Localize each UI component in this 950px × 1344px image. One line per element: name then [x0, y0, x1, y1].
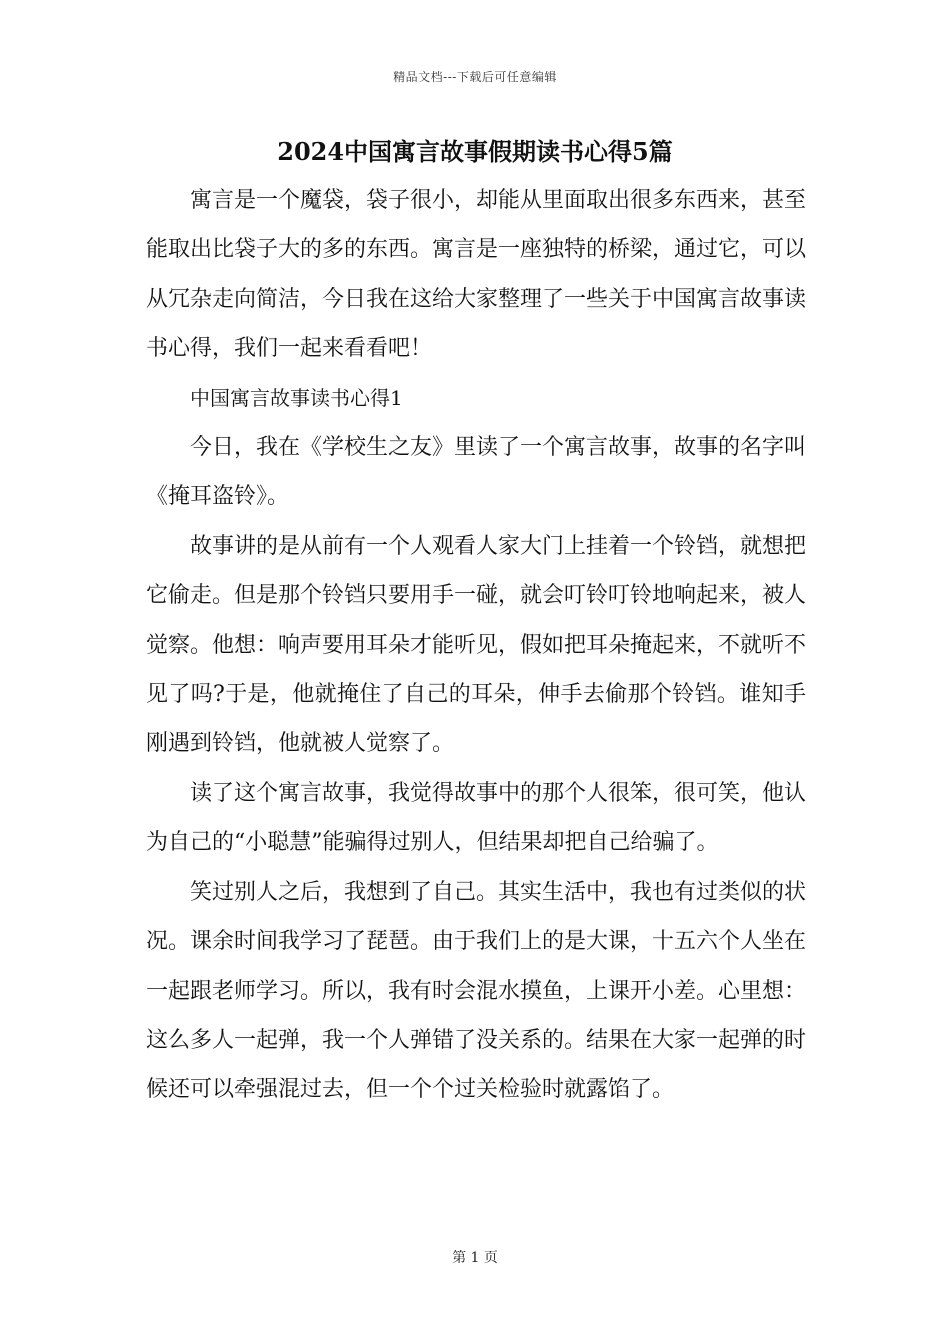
intro-paragraph: 寓言是一个魔袋，袋子很小，却能从里面取出很多东西来，甚至能取出比袋子大的多的东西。寓言是一座独特的桥梁，通过它，可以从冗杂走向简洁，今日我在这给大家整理了一些关于中国寓言故事读书心得，我们一起来看看吧！ — [146, 188, 807, 362]
body-paragraph: 今日，我在《学校生之友》里读了一个寓言故事，故事的名字叫《掩耳盗铃》。 — [146, 435, 807, 510]
document-title: 2024中国寓言故事假期读书心得5篇 — [277, 137, 673, 166]
document-body — [146, 176, 806, 1115]
page-number: 第 1 页 — [452, 1250, 498, 1266]
section-heading: 中国寓言故事读书心得1 — [190, 385, 403, 410]
body-paragraph: 读了这个寓言故事，我觉得故事中的那个人很笨，很可笑，他认为自己的“小聪慧”能骗得过别人，但结果却把自己给骗了。 — [146, 780, 807, 856]
body-paragraph: 笑过别人之后，我想到了自己。其实生活中，我也有过类似的状况。课余时间我学习了琵琶。由于我们上的是大课，十五六个人坐在一起跟老师学习。所以，我有时会混水摸鱼，上课开小差。心里想：这么多人一起弹，我一个人弹错了没关系的。结果在大家一起弹的时候还可以牵强混过去，但一个个过关检验时就露馅了。 — [146, 879, 807, 1103]
header-note: 精品文档---下载后可任意编辑 — [393, 70, 557, 84]
body-paragraph: 故事讲的是从前有一个人观看人家大门上挂着一个铃铛，就想把它偷走。但是那个铃铛只要用手一碰，就会叮铃叮铃地响起来，被人觉察。他想：响声要用耳朵才能听见，假如把耳朵掩起来，不就听不见了吗?于是，他就掩住了自己的耳朵，伸手去偷那个铃铛。谁知手刚遇到铃铛，他就被人觉察了。 — [146, 533, 807, 757]
